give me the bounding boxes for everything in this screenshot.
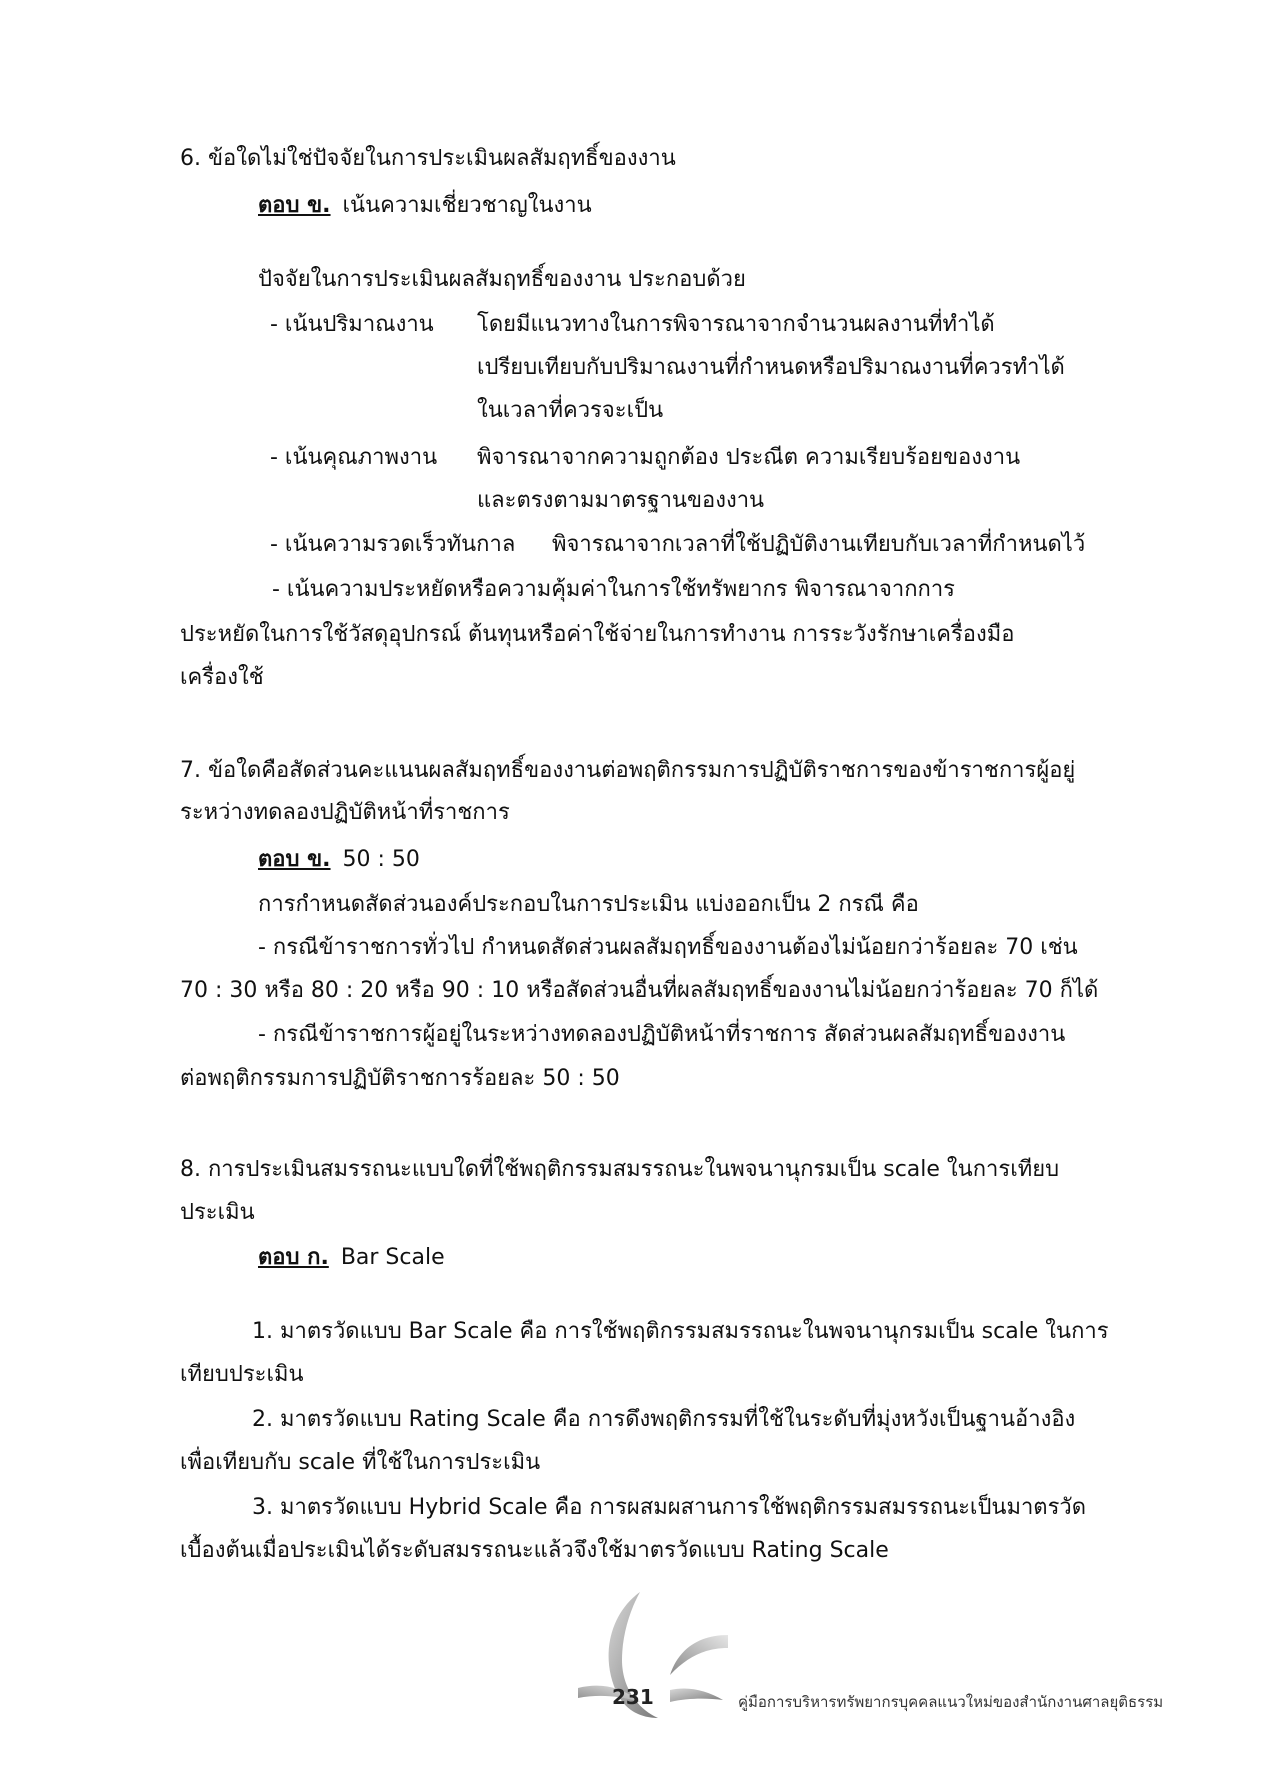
q8-item3-line2: เบื้องต้นเมื่อประเมินได้ระดับสมรรถนะแล้วจึงใช้มาตรวัดแบบ Rating Scale <box>180 1538 889 1563</box>
q8-question-line1: 8. การประเมินสมรรถนะแบบใดที่ใช้พฤติกรรมสมรรถนะในพจนานุกรมเป็น scale ในการเทียบ <box>180 1157 1060 1182</box>
q8-item1-line1: 1. มาตรวัดแบบ Bar Scale คือ การใช้พฤติกรรมสมรรถนะในพจนานุกรมเป็น scale ในการ <box>252 1319 1109 1344</box>
q6-factor1-line1: โดยมีแนวทางในการพิจารณาจากจำนวนผลงานที่ทำได้ <box>477 312 995 337</box>
q6-factor2-line1: พิจารณาจากความถูกต้อง ประณีต ความเรียบร้อยของงาน <box>477 445 1021 470</box>
q8-answer-text: Bar Scale <box>340 1245 445 1270</box>
q6-factor4-line2: ประหยัดในการใช้วัสดุอุปกรณ์ ต้นทุนหรือค่าใช้จ่ายในการทำงาน การระวังรักษาเครื่องมือ <box>180 622 1015 647</box>
q7-line1: การกำหนดสัดส่วนองค์ประกอบในการประเมิน แบ่งออกเป็น 2 กรณี คือ <box>258 892 919 917</box>
q7-question-line2: ระหว่างทดลองปฏิบัติหน้าที่ราชการ <box>180 800 510 825</box>
q6-factor1-label: - เน้นปริมาณงาน <box>270 312 434 337</box>
q7-answer-text: 50 : 50 <box>342 847 420 872</box>
q6-factor4-line1: - เน้นความประหยัดหรือความคุ้มค่าในการใช้ทรัพยากร พิจารณาจากการ <box>272 577 955 602</box>
q7-line3: 70 : 30 หรือ 80 : 20 หรือ 90 : 10 หรือสัดส่วนอื่นที่ผลสัมฤทธิ์ของงานไม่น้อยกว่าร้อยละ 70 ก็ได้ <box>180 978 1099 1003</box>
q6-intro: ปัจจัยในการประเมินผลสัมฤทธิ์ของงาน ประกอบด้วย <box>258 267 746 292</box>
page-number: 231 <box>612 1685 654 1709</box>
q6-factor2-line2: และตรงตามมาตรฐานของงาน <box>477 488 765 513</box>
q6-question: 6. ข้อใดไม่ใช่ปัจจัยในการประเมินผลสัมฤทธิ์ของงาน <box>180 146 676 171</box>
q6-answer <box>258 191 592 221</box>
q6-factor1-line3: ในเวลาที่ควรจะเป็น <box>477 398 664 423</box>
q6-factor2-label: - เน้นคุณภาพงาน <box>270 445 438 470</box>
q8-item1-line2: เทียบประเมิน <box>180 1362 304 1387</box>
footer-text: คู่มือการบริหารทรัพยากรบุคคลแนวใหม่ของสำนักงานศาลยุติธรรม <box>738 1693 1164 1711</box>
q8-answer-label: ตอบ ก. <box>258 1245 329 1270</box>
q6-factor1-line2: เปรียบเทียบกับปริมาณงานที่กำหนดหรือปริมาณงานที่ควรทำได้ <box>477 355 1065 380</box>
q6-factor3-label: - เน้นความรวดเร็วทันกาล <box>270 532 516 557</box>
q6-factor4-line3: เครื่องใช้ <box>180 665 264 690</box>
q7-answer-label: ตอบ ข. <box>258 847 331 872</box>
q8-item2-line2: เพื่อเทียบกับ scale ที่ใช้ในการประเมิน <box>180 1450 541 1475</box>
q7-line4: - กรณีข้าราชการผู้อยู่ในระหว่างทดลองปฏิบัติหน้าที่ราชการ สัดส่วนผลสัมฤทธิ์ของงาน <box>258 1022 1066 1047</box>
q8-item2-line1: 2. มาตรวัดแบบ Rating Scale คือ การดึงพฤติกรรมที่ใช้ในระดับที่มุ่งหวังเป็นฐานอ้างอิง <box>252 1407 1076 1432</box>
q6-answer-text: เน้นความเชี่ยวชาญในงาน <box>342 193 592 218</box>
q7-question-line1: 7. ข้อใดคือสัดส่วนคะแนนผลสัมฤทธิ์ของงานต่อพฤติกรรมการปฏิบัติราชการของข้าราชการผู้อยู่ <box>180 758 1076 783</box>
q7-line2: - กรณีข้าราชการทั่วไป กำหนดสัดส่วนผลสัมฤทธิ์ของงานต้องไม่น้อยกว่าร้อยละ 70 เช่น <box>258 935 1078 960</box>
q8-item3-line1: 3. มาตรวัดแบบ Hybrid Scale คือ การผสมผสานการใช้พฤติกรรมสมรรถนะเป็นมาตรวัด <box>252 1495 1087 1520</box>
q8-question-line2: ประเมิน <box>180 1200 255 1225</box>
q6-factor3-line1: พิจารณาจากเวลาที่ใช้ปฏิบัติงานเทียบกับเวลาที่กำหนดไว้ <box>552 532 1086 557</box>
q7-answer <box>258 845 420 875</box>
q7-line5: ต่อพฤติกรรมการปฏิบัติราชการร้อยละ 50 : 50 <box>180 1066 620 1091</box>
q6-answer-label: ตอบ ข. <box>258 193 331 218</box>
q8-answer <box>258 1243 445 1273</box>
